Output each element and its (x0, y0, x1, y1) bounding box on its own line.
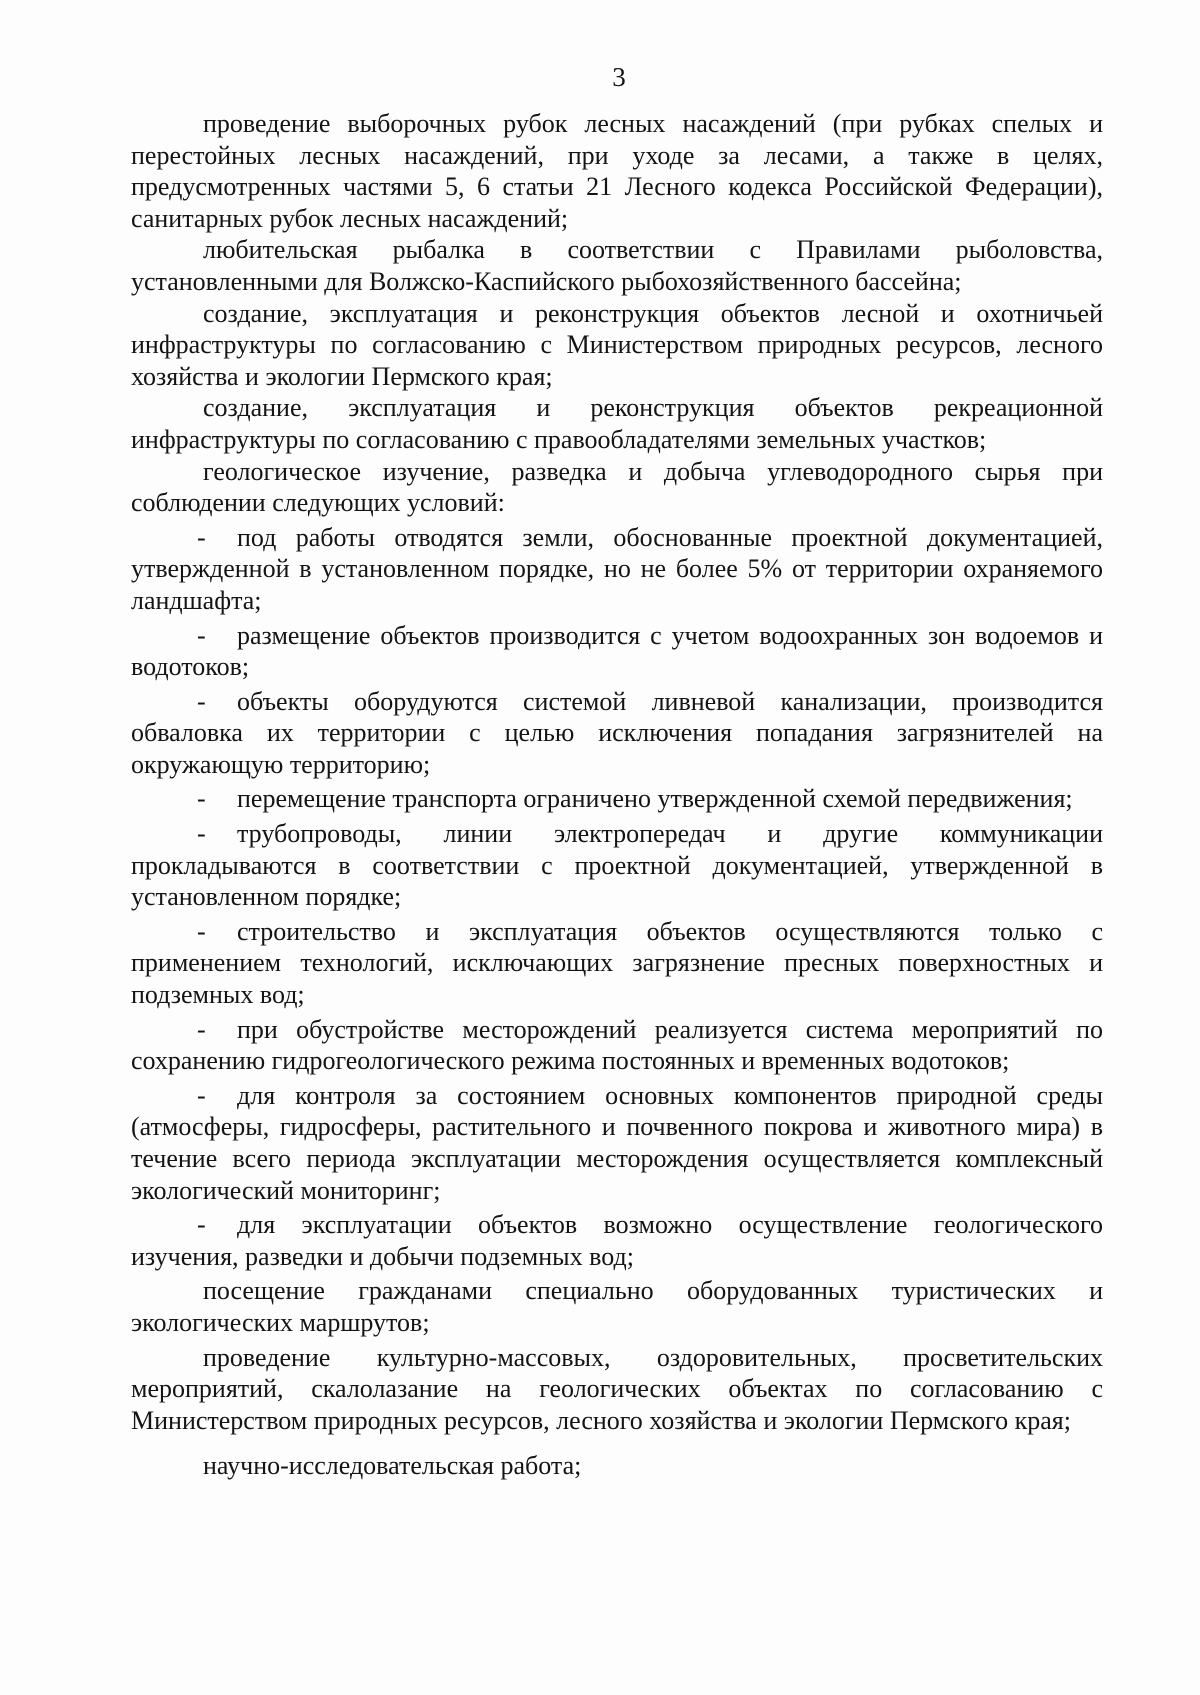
list-dash: - (197, 686, 206, 716)
condition-item (131, 1209, 1103, 1272)
condition-text: под работы отводятся земли, обоснованные проектной документацией, утвержденной в установленном порядке, но не более 5% от территории охраняемого ландшафта; (131, 522, 1103, 615)
condition-text: перемещение транспорта ограничено утвержденной схемой передвижения; (237, 784, 1073, 814)
condition-text: при обустройстве месторождений реализуется система мероприятий по сохранению гидрогеологического режима постоянных и временных водотоков; (131, 1014, 1103, 1076)
condition-item (131, 818, 1103, 913)
condition-text: объекты оборудуются системой ливневой канализации, производится обваловка их территории с целью исключения попадания загрязнителей на окружающую территорию; (131, 686, 1103, 779)
list-dash: - (197, 620, 206, 650)
condition-item (131, 1080, 1103, 1206)
paragraph-tourist-routes: посещение гражданами специально оборудованных туристических и экологических маршрутов; (131, 1276, 1103, 1337)
page-number: 3 (612, 62, 626, 92)
list-dash: - (197, 522, 206, 552)
condition-text: для эксплуатации объектов возможно осуществление геологического изучения, разведки и добычи подземных вод; (131, 1210, 1103, 1271)
paragraph-amateur-fishing: любительская рыбалка в соответствии с Правилами рыболовства, установленными для Волжско-Каспийского рыбохозяйственного бассейна; (131, 235, 1103, 296)
paragraph-cultural-events: проведение культурно-массовых, оздоровительных, просветительских мероприятий, скалолазание на геологических объектах по согласованию с Министерством природных ресурсов, лесного хозяйства и экологии Пермского края; (131, 1342, 1103, 1435)
condition-item (131, 783, 1103, 815)
paragraph-forest-hunting-infrastructure: создание, эксплуатация и реконструкция объектов лесной и охотничьей инфраструктуры по согласованию с Министерством природных ресурсов, лесного хозяйства и экологии Пермского края; (131, 298, 1103, 391)
condition-item (131, 686, 1103, 781)
list-dash: - (197, 1080, 206, 1110)
condition-item (131, 1014, 1103, 1077)
paragraph-selective-felling: проведение выборочных рубок лесных насаждений (при рубках спелых и перестойных лесных насаждений, при уходе за лесами, а также в целях, предусмотренных частями 5, 6 статьи 21 Лесного кодекса Российской Федерации), санитарных рубок лесных насаждений; (131, 109, 1103, 233)
condition-text: для контроля за состоянием основных компонентов природной среды (атмосферы, гидросферы, растительного и почвенного покрова и животного мира) в течение всего периода эксплуатации месторождения осуществляется комплексный экологический мониторинг; (131, 1080, 1103, 1205)
list-dash: - (197, 1014, 206, 1044)
paragraph-recreational-infrastructure: создание, эксплуатация и реконструкция объектов рекреационной инфраструктуры по согласованию с правообладателями земельных участков; (131, 393, 1103, 454)
document-body (131, 108, 1103, 1482)
condition-item (131, 620, 1103, 683)
list-dash: - (197, 819, 206, 849)
condition-text: строительство и эксплуатация объектов осуществляются только с применением технологий, исключающих загрязнение пресных поверхностных и подземных вод; (131, 916, 1103, 1010)
condition-text: трубопроводы, линии электропередач и другие коммуникации прокладываются в соответствии с проектной документацией, утвержденной в установленном порядке; (131, 819, 1103, 912)
condition-text: размещение объектов производится с учетом водоохранных зон водоемов и водотоков; (131, 620, 1103, 682)
paragraph-research-work: научно-исследовательская работа; (203, 1451, 582, 1481)
condition-item (131, 916, 1103, 1011)
list-dash: - (197, 916, 206, 946)
condition-item (131, 522, 1103, 617)
paragraph-hydrocarbon-extraction: геологическое изучение, разведка и добыча углеводородного сырья при соблюдении следующих условий: (131, 456, 1103, 518)
list-dash: - (197, 784, 206, 814)
list-dash: - (197, 1210, 206, 1240)
